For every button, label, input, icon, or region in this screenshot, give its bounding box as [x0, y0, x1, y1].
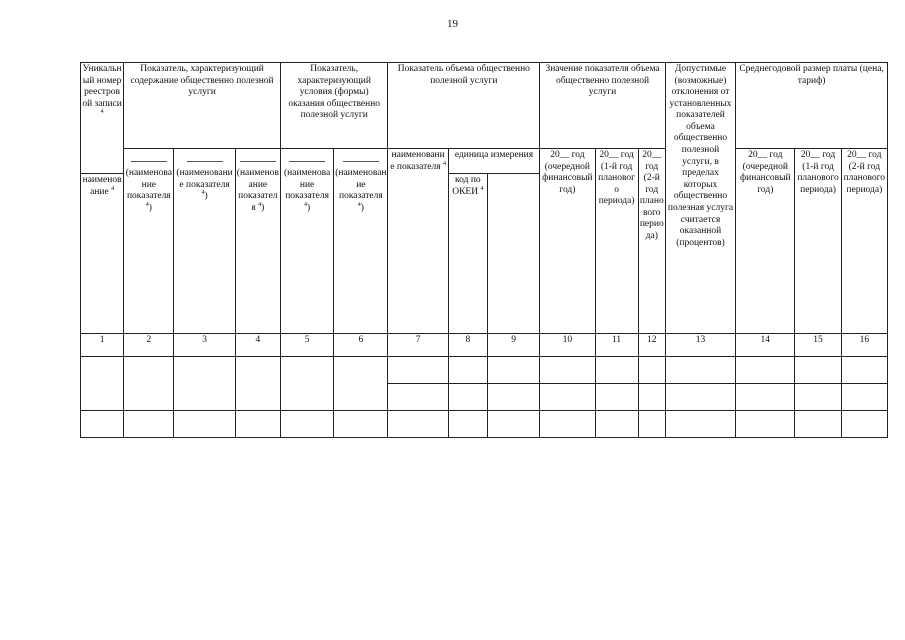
header-col-7: наименование показателя $^4$ — [388, 149, 448, 334]
col-num-11: 11 — [595, 334, 638, 357]
col-num-13: 13 — [665, 334, 735, 357]
col-num-14: 14 — [736, 334, 795, 357]
col-num-12: 12 — [638, 334, 665, 357]
col-num-16: 16 — [841, 334, 887, 357]
header-col-4: (наименование показателя $^4$) — [235, 149, 280, 334]
public-service-volume-table — [80, 62, 888, 438]
col-num-10: 10 — [540, 334, 595, 357]
header-content-indicator: Показатель, характеризующий содержание общественно полезной услуги — [124, 63, 281, 149]
table-row — [81, 411, 888, 438]
header-col-11: 20__ год (1-й год планового периода) — [595, 149, 638, 334]
header-allowed-deviation: Допустимые (возможные) отклонения от установленных показателей объема общественно полезной услуги, в пределах которых общественно полезная услуга считается оказанной (процентов) — [665, 63, 735, 334]
page-number: 19 — [447, 18, 458, 30]
col-num-7: 7 — [388, 334, 448, 357]
header-unit: единица измерения — [448, 149, 539, 174]
header-col-5: (наименование показателя $^4$) — [280, 149, 333, 334]
header-col-6: (наименование показателя $^4$) — [334, 149, 388, 334]
header-volume-value: Значение показателя объема общественно полезной услуги — [540, 63, 666, 149]
header-col-2: (наименование показателя $^4$) — [124, 149, 174, 334]
header-average-price: Среднегодовой размер платы (цена, тариф) — [736, 63, 888, 149]
col-num-3: 3 — [174, 334, 235, 357]
header-col-10: 20__ год (очередной финансовый год) — [540, 149, 595, 334]
col-num-2: 2 — [124, 334, 174, 357]
header-registry-number: Уникальный номер реестровой записи $^4$ — [81, 63, 124, 174]
header-volume-indicator: Показатель объема общественно полезной услуги — [388, 63, 540, 149]
column-numbers-row — [81, 334, 888, 357]
header-col-16: 20__ год (2-й год планового периода) — [841, 149, 887, 334]
header-col-9: код по ОКЕИ $^4$ — [448, 174, 487, 334]
table-row — [81, 357, 888, 384]
col-num-4: 4 — [235, 334, 280, 357]
col-num-8: 8 — [448, 334, 487, 357]
col-num-5: 5 — [280, 334, 333, 357]
col-num-1: 1 — [81, 334, 124, 357]
header-conditions-indicator: Показатель, характеризующий условия (формы) оказания общественно полезной услуги — [280, 63, 388, 149]
header-col-3: (наименование показателя $^4$) — [174, 149, 235, 334]
col-num-9: 9 — [487, 334, 539, 357]
col-num-6: 6 — [334, 334, 388, 357]
col-num-15: 15 — [795, 334, 841, 357]
header-col-8: наименование $^4$ — [81, 174, 124, 334]
header-col-14: 20__ год (очередной финансовый год) — [736, 149, 795, 334]
header-col-12: 20__ год (2-й год планового периода) — [638, 149, 665, 334]
header-col-15: 20__ год (1-й год планового периода) — [795, 149, 841, 334]
